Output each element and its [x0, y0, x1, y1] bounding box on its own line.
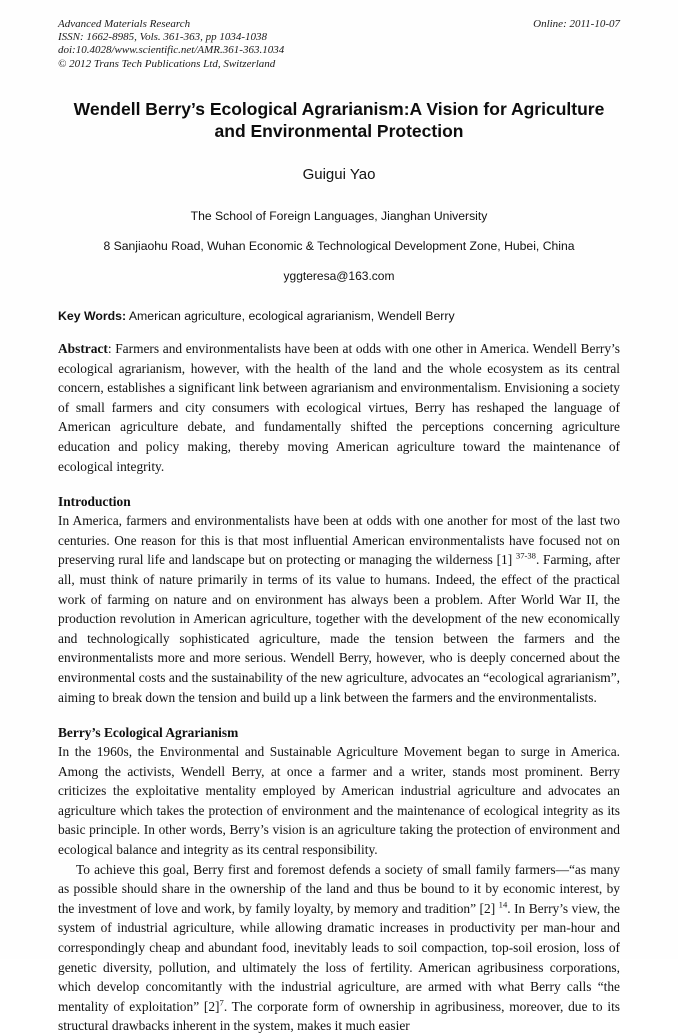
- paragraph-text-run: In America, farmers and environmentalists have been at odds with one another for most of the last two centuries. One reason for this is that most influential American environmentalists have focused not on preserving rural life and landscape but on protecting or managing the wilderness [1]: [58, 513, 620, 568]
- author-email: yggteresa@163.com: [283, 269, 395, 283]
- citation-superscript: 37-38: [515, 550, 536, 561]
- keywords-line: [58, 308, 620, 324]
- citation-superscript: 14: [498, 899, 508, 910]
- journal-copyright-line: © 2012 Trans Tech Publications Ltd, Switzerland: [58, 57, 276, 70]
- journal-header: [58, 18, 620, 74]
- section-heading: Introduction: [58, 494, 131, 510]
- paragraph-text-run: In the 1960s, the Environmental and Sustainable Agriculture Movement began to surge in America. Among the activists, Wendell Berry, at once a farmer and a writer, stands most prominent. Berry criticizes the exploitative mentality employed by American industrial agriculture and advocates an agriculture which takes the protection of environment and the maintenance of ecological integrity as its basic principle. In other words, Berry’s vision is an agriculture taking the protection of environment and ecological balance and integrity as its central responsibility.: [58, 744, 620, 858]
- section-heading: Berry’s Ecological Agrarianism: [58, 725, 239, 741]
- abstract-text: : Farmers and environmentalists have been at odds with one other in America. Wendell Berry’s ecological agrarianism, however, with the health of the land and the whole ecosystem as its central concern, establishes a significant link between agrarianism and environmentalism. Envisioning a society of small farmers and city consumers with ecological virtues, Berry has reshaped the language of American agriculture debate, and fundamentally shifted the perceptions concerning agriculture education and policy making, thereby moving American agriculture toward the maintenance of ecological integrity.: [58, 341, 620, 474]
- journal-header-left: [58, 18, 478, 71]
- paper-body: [58, 493, 620, 1036]
- author-address: 8 Sanjiaohu Road, Wuhan Economic & Technological Development Zone, Hubei, China: [103, 239, 575, 253]
- body-paragraph: [58, 511, 620, 707]
- author-affiliation: The School of Foreign Languages, Jianghan University: [190, 209, 488, 223]
- abstract-paragraph: [58, 339, 620, 476]
- online-publication-date: Online: 2011-10-07: [533, 18, 620, 30]
- citation-superscript: 7: [219, 997, 224, 1008]
- abstract-label: Abstract: [58, 341, 108, 356]
- keywords-value: American agriculture, ecological agrarianism, Wendell Berry: [128, 309, 455, 323]
- body-paragraph: [58, 860, 620, 1036]
- paragraph-text-run: . The corporate form of ownership in agribusiness, moreover, due to its structural drawbacks inherent in the system, makes it much easier: [58, 998, 621, 1034]
- journal-name: Advanced Materials Research: [58, 18, 191, 30]
- keywords-label: Key Words:: [58, 309, 127, 323]
- journal-issn-line: ISSN: 1662-8985, Vols. 361-363, pp 1034-1038: [58, 31, 267, 44]
- page-title: Wendell Berry’s Ecological Agrarianism:A Vision for Agriculture and Environmental Protection: [73, 99, 605, 141]
- journal-doi-line: doi:10.4028/www.scientific.net/AMR.361-363.1034: [58, 44, 285, 57]
- paragraph-text-run: To achieve this goal, Berry first and foremost defends a society of small family farmers—“as many as possible should share in the ownership of the land and thus be bound to it by economic interest, by the investment of love and work, by family loyalty, by memory and tradition” [2]: [58, 861, 620, 916]
- author-name: Guigui Yao: [302, 166, 376, 183]
- paragraph-text-run: . In Berry’s view, the system of industrial agriculture, while allowing dramatic increases in productivity per man-hour and correspondingly cheap and abundant food, inevitably leads to soil compaction, top-soil erosion, loss of genetic diversity, pollution, and ultimately the loss of fertility. American agribusiness corporations, which develop concomitantly with the industrial agriculture, are armed with what Berry calls “the mentality of exploitation” [2]: [58, 900, 620, 1014]
- page-content: [58, 18, 620, 1036]
- paragraph-text-run: . Farming, after all, must think of nature primarily in terms of its value to humans. Indeed, the effect of the practical work of farming on nature and on environment has always been a problem. After World War II, the production revolution in American agriculture, together with the development of the new economically and technologically sophisticated agriculture, made the tension between the farmers and the environmentalists more and more serious. Wendell Berry, however, who is deeply concerned about the environmental costs and the sustainability of the new agriculture, advocates an “ecological agrarianism”, aiming to break down the tension and build up a link between the farmers and the environmentalists.: [58, 552, 620, 705]
- body-paragraph: [58, 742, 620, 860]
